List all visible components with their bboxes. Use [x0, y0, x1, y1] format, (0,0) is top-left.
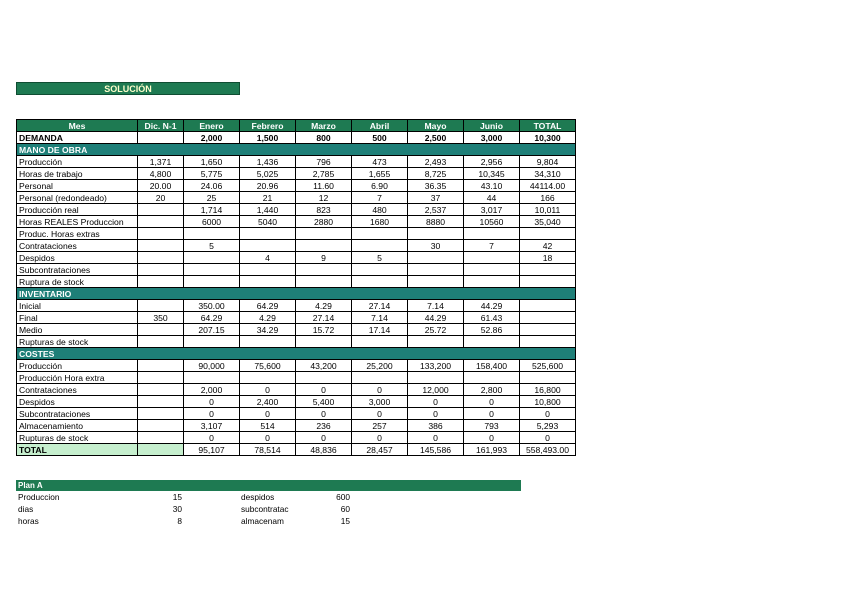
table-cell: 0: [464, 396, 520, 408]
table-cell: 350: [138, 312, 184, 324]
plan-label2: despidos: [241, 492, 275, 502]
row-label: Final: [17, 312, 138, 324]
table-row: [17, 408, 576, 420]
table-cell: 0: [352, 384, 408, 396]
table-cell: [296, 228, 352, 240]
table-cell: [352, 240, 408, 252]
table-cell: [464, 264, 520, 276]
table-cell: 0: [184, 432, 240, 444]
table-cell: 95,107: [184, 444, 240, 456]
table-cell: [138, 276, 184, 288]
table-cell: 21: [240, 192, 296, 204]
table-cell: [184, 336, 240, 348]
table-cell: 3,000: [464, 132, 520, 144]
table-cell: 12,000: [408, 384, 464, 396]
table-row: [17, 228, 576, 240]
table-row: [17, 132, 576, 144]
table-cell: [352, 264, 408, 276]
table-cell: 158,400: [464, 360, 520, 372]
table-cell: 0: [352, 432, 408, 444]
table-row: [17, 360, 576, 372]
table-cell: 11.60: [296, 180, 352, 192]
table-cell: 514: [240, 420, 296, 432]
solution-banner: SOLUCIÓN: [16, 82, 240, 95]
table-row: [17, 240, 576, 252]
plan-value2: 60: [340, 504, 350, 514]
table-cell: 24.06: [184, 180, 240, 192]
table-cell: 1,500: [240, 132, 296, 144]
table-row: [17, 372, 576, 384]
row-label: TOTAL: [17, 444, 138, 456]
table-cell: 48,836: [296, 444, 352, 456]
table-cell: 1680: [352, 216, 408, 228]
table-cell: 2,537: [408, 204, 464, 216]
planning-table: [16, 119, 576, 456]
table-cell: [184, 372, 240, 384]
table-cell: 7.14: [408, 300, 464, 312]
table-cell: 525,600: [520, 360, 576, 372]
table-cell: [240, 264, 296, 276]
table-cell: 10,345: [464, 168, 520, 180]
row-label: Subcontrataciones: [17, 408, 138, 420]
table-cell: 1,714: [184, 204, 240, 216]
table-cell: 3,000: [352, 396, 408, 408]
table-cell: [184, 276, 240, 288]
table-cell: 43,200: [296, 360, 352, 372]
table-cell: 44114.00: [520, 180, 576, 192]
table-cell: 9: [296, 252, 352, 264]
plan-label: dias: [18, 504, 34, 514]
table-cell: 4.29: [240, 312, 296, 324]
table-row: [17, 312, 576, 324]
table-cell: 10,011: [520, 204, 576, 216]
table-cell: [520, 372, 576, 384]
table-cell: 793: [464, 420, 520, 432]
table-cell: [296, 264, 352, 276]
column-header: Enero: [184, 120, 240, 132]
table-row: [17, 216, 576, 228]
table-cell: 207.15: [184, 324, 240, 336]
table-cell: 78,514: [240, 444, 296, 456]
table-cell: 9,804: [520, 156, 576, 168]
table-cell: [138, 396, 184, 408]
table-cell: 2,000: [184, 384, 240, 396]
table-cell: 166: [520, 192, 576, 204]
table-cell: [240, 276, 296, 288]
table-cell: 36.35: [408, 180, 464, 192]
table-cell: 4: [240, 252, 296, 264]
table-cell: 20: [138, 192, 184, 204]
table-cell: [138, 264, 184, 276]
table-cell: [240, 240, 296, 252]
table-cell: 34,310: [520, 168, 576, 180]
table-cell: [520, 324, 576, 336]
table-cell: [464, 228, 520, 240]
column-header: Mes: [17, 120, 138, 132]
table-cell: 90,000: [184, 360, 240, 372]
table-cell: 64.29: [240, 300, 296, 312]
table-cell: 0: [408, 408, 464, 420]
row-label: Horas de trabajo: [17, 168, 138, 180]
table-cell: 5,775: [184, 168, 240, 180]
table-cell: 5040: [240, 216, 296, 228]
table-row: [17, 180, 576, 192]
table-cell: [138, 204, 184, 216]
table-cell: [138, 324, 184, 336]
table-cell: [240, 228, 296, 240]
table-cell: [184, 228, 240, 240]
table-row: [17, 300, 576, 312]
table-cell: 7: [464, 240, 520, 252]
table-cell: [520, 228, 576, 240]
row-label: Despidos: [17, 396, 138, 408]
table-cell: 0: [408, 396, 464, 408]
table-cell: [138, 360, 184, 372]
table-cell: [520, 264, 576, 276]
plan-label2: almacenam: [241, 516, 284, 526]
table-cell: 5,293: [520, 420, 576, 432]
section-row: [17, 348, 576, 360]
table-cell: 161,993: [464, 444, 520, 456]
table-cell: 17.14: [352, 324, 408, 336]
column-header: Mayo: [408, 120, 464, 132]
row-label: Producción Hora extra: [17, 372, 138, 384]
section-label: INVENTARIO: [17, 288, 576, 300]
table-cell: 1,650: [184, 156, 240, 168]
table-cell: [464, 336, 520, 348]
table-cell: [520, 312, 576, 324]
table-cell: 0: [296, 432, 352, 444]
row-label: Rupturas de stock: [17, 336, 138, 348]
plan-a-header: Plan A: [16, 480, 521, 491]
table-row: [17, 204, 576, 216]
table-cell: 500: [352, 132, 408, 144]
table-cell: 10,800: [520, 396, 576, 408]
table-cell: 0: [296, 408, 352, 420]
plan-value2: 15: [340, 516, 350, 526]
table-cell: [520, 300, 576, 312]
table-cell: 1,371: [138, 156, 184, 168]
row-label: Personal (redondeado): [17, 192, 138, 204]
table-cell: 3,107: [184, 420, 240, 432]
table-cell: [138, 252, 184, 264]
table-cell: 12: [296, 192, 352, 204]
table-cell: 44.29: [464, 300, 520, 312]
table-cell: 5: [184, 240, 240, 252]
table-cell: [408, 252, 464, 264]
table-cell: 2880: [296, 216, 352, 228]
table-cell: 16,800: [520, 384, 576, 396]
table-cell: 75,600: [240, 360, 296, 372]
table-cell: 2,000: [184, 132, 240, 144]
table-cell: 37: [408, 192, 464, 204]
table-row: [17, 192, 576, 204]
row-label: Rupturas de stock: [17, 432, 138, 444]
table-cell: 145,586: [408, 444, 464, 456]
table-cell: 25,200: [352, 360, 408, 372]
table-cell: 6.90: [352, 180, 408, 192]
table-cell: 473: [352, 156, 408, 168]
table-cell: 18: [520, 252, 576, 264]
table-cell: 20.00: [138, 180, 184, 192]
table-cell: 5: [352, 252, 408, 264]
table-cell: 386: [408, 420, 464, 432]
table-cell: [138, 384, 184, 396]
table-cell: [138, 216, 184, 228]
table-cell: [240, 372, 296, 384]
table-cell: [296, 372, 352, 384]
table-cell: [138, 300, 184, 312]
table-cell: [138, 336, 184, 348]
table-cell: 4.29: [296, 300, 352, 312]
table-cell: 350.00: [184, 300, 240, 312]
table-cell: 0: [520, 432, 576, 444]
table-cell: 2,956: [464, 156, 520, 168]
table-cell: 0: [184, 396, 240, 408]
row-label: Producción: [17, 360, 138, 372]
table-row: [17, 252, 576, 264]
table-cell: [520, 276, 576, 288]
table-cell: 8880: [408, 216, 464, 228]
table-cell: [352, 372, 408, 384]
column-header: Abril: [352, 120, 408, 132]
table-cell: 257: [352, 420, 408, 432]
row-label: Personal: [17, 180, 138, 192]
table-cell: 0: [464, 432, 520, 444]
table-cell: 28,457: [352, 444, 408, 456]
row-label: Producción real: [17, 204, 138, 216]
table-cell: 0: [240, 408, 296, 420]
table-cell: 42: [520, 240, 576, 252]
table-cell: 34.29: [240, 324, 296, 336]
table-row: [17, 156, 576, 168]
table-cell: 44.29: [408, 312, 464, 324]
table-cell: 0: [240, 432, 296, 444]
row-label: Ruptura de stock: [17, 276, 138, 288]
table-cell: [296, 276, 352, 288]
table-row: [17, 324, 576, 336]
section-label: COSTES: [17, 348, 576, 360]
table-cell: 796: [296, 156, 352, 168]
table-cell: 2,785: [296, 168, 352, 180]
table-cell: [352, 228, 408, 240]
table-cell: 0: [352, 408, 408, 420]
section-label: MANO DE OBRA: [17, 144, 576, 156]
table-row: [17, 264, 576, 276]
table-cell: [296, 240, 352, 252]
table-cell: 0: [408, 432, 464, 444]
section-row: [17, 288, 576, 300]
table-cell: 823: [296, 204, 352, 216]
plan-value: 15: [172, 492, 182, 502]
table-cell: [520, 336, 576, 348]
table-cell: [408, 264, 464, 276]
table-cell: 10560: [464, 216, 520, 228]
table-cell: [408, 372, 464, 384]
table-cell: 7: [352, 192, 408, 204]
table-cell: 1,440: [240, 204, 296, 216]
table-cell: [138, 432, 184, 444]
table-cell: 25: [184, 192, 240, 204]
row-label: Inicial: [17, 300, 138, 312]
table-cell: 0: [520, 408, 576, 420]
table-cell: 2,800: [464, 384, 520, 396]
table-cell: [138, 420, 184, 432]
row-label: Medio: [17, 324, 138, 336]
total-row: [17, 444, 576, 456]
table-cell: [138, 372, 184, 384]
table-cell: 5,400: [296, 396, 352, 408]
table-cell: 61.43: [464, 312, 520, 324]
row-label: Almacenamiento: [17, 420, 138, 432]
table-cell: 1,436: [240, 156, 296, 168]
table-cell: 1,655: [352, 168, 408, 180]
table-cell: [408, 276, 464, 288]
table-cell: 133,200: [408, 360, 464, 372]
table-row: [17, 336, 576, 348]
row-label: Produc. Horas extras: [17, 228, 138, 240]
table-cell: 25.72: [408, 324, 464, 336]
table-cell: [408, 336, 464, 348]
row-label: Contrataciones: [17, 384, 138, 396]
table-cell: 10,300: [520, 132, 576, 144]
table-cell: 2,400: [240, 396, 296, 408]
row-label: DEMANDA: [17, 132, 138, 144]
table-cell: 30: [408, 240, 464, 252]
table-cell: 43.10: [464, 180, 520, 192]
plan-label2: subcontratac: [241, 504, 289, 514]
table-cell: [464, 372, 520, 384]
table-cell: [296, 336, 352, 348]
table-cell: 4,800: [138, 168, 184, 180]
table-cell: [138, 444, 184, 456]
table-cell: 27.14: [296, 312, 352, 324]
table-cell: 2,500: [408, 132, 464, 144]
table-cell: [464, 252, 520, 264]
table-cell: 480: [352, 204, 408, 216]
table-row: [17, 420, 576, 432]
row-label: Despidos: [17, 252, 138, 264]
table-cell: [408, 228, 464, 240]
table-cell: 0: [184, 408, 240, 420]
table-cell: 15.72: [296, 324, 352, 336]
table-cell: [138, 228, 184, 240]
table-cell: 0: [464, 408, 520, 420]
table-cell: [352, 276, 408, 288]
table-cell: 44: [464, 192, 520, 204]
table-row: [17, 168, 576, 180]
table-cell: 3,017: [464, 204, 520, 216]
table-cell: 0: [240, 384, 296, 396]
column-header: Febrero: [240, 120, 296, 132]
column-header: Marzo: [296, 120, 352, 132]
column-header: Junio: [464, 120, 520, 132]
table-cell: [352, 336, 408, 348]
table-cell: 27.14: [352, 300, 408, 312]
table-cell: 35,040: [520, 216, 576, 228]
row-label: Subcontrataciones: [17, 264, 138, 276]
table-cell: [138, 132, 184, 144]
table-row: [17, 276, 576, 288]
table-cell: 64.29: [184, 312, 240, 324]
table-cell: 2,493: [408, 156, 464, 168]
table-cell: 6000: [184, 216, 240, 228]
table-cell: [138, 408, 184, 420]
table-cell: 236: [296, 420, 352, 432]
column-header: Dic. N-1: [138, 120, 184, 132]
table-cell: 5,025: [240, 168, 296, 180]
table-cell: [138, 240, 184, 252]
table-cell: [240, 336, 296, 348]
plan-value: 8: [177, 516, 182, 526]
table-cell: 0: [296, 384, 352, 396]
table-row: [17, 432, 576, 444]
column-header: TOTAL: [520, 120, 576, 132]
table-cell: [464, 276, 520, 288]
plan-label: Produccion: [18, 492, 60, 502]
row-label: Contrataciones: [17, 240, 138, 252]
table-cell: 8,725: [408, 168, 464, 180]
table-cell: 558,493.00: [520, 444, 576, 456]
row-label: Horas REALES Produccion: [17, 216, 138, 228]
table-cell: [184, 252, 240, 264]
table-cell: [184, 264, 240, 276]
table-cell: 7.14: [352, 312, 408, 324]
table-row: [17, 396, 576, 408]
header-row: [17, 120, 576, 132]
row-label: Producción: [17, 156, 138, 168]
table-cell: 52.86: [464, 324, 520, 336]
table-cell: 800: [296, 132, 352, 144]
plan-value2: 600: [336, 492, 350, 502]
section-row: [17, 144, 576, 156]
table-row: [17, 384, 576, 396]
table-cell: 20.96: [240, 180, 296, 192]
plan-label: horas: [18, 516, 39, 526]
plan-value: 30: [172, 504, 182, 514]
